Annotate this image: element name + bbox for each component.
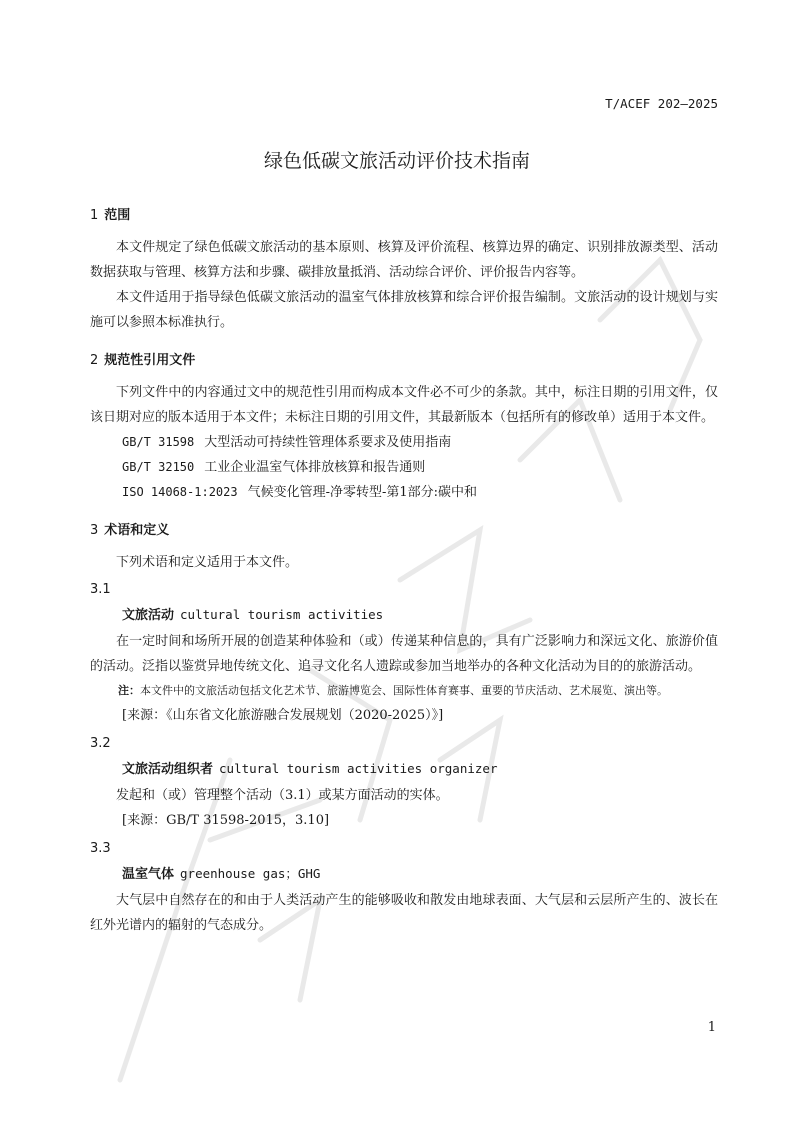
document-title: 绿色低碳文旅活动评价技术指南	[263, 150, 530, 172]
section-title: 范围	[104, 208, 131, 223]
paragraph: 本文件规定了绿色低碳文旅活动的基本原则、核算及评价流程、核算边界的确定、识别排放源类型、活动数据获取与管理、核算方法和步骤、碳排放量抵消、活动综合评价、评价报告内容等。	[90, 240, 718, 280]
standard-number: T/ACEF 202—2025	[605, 96, 718, 111]
term-note	[90, 679, 718, 703]
section-number: 1	[90, 208, 99, 223]
term-number: 3.2	[90, 736, 111, 751]
term-name-zh: 温室气体	[122, 867, 175, 882]
term-source: [来源：GB/T 31598-2015，3.10]	[122, 813, 330, 828]
paragraph: 本文件适用于指导绿色低碳文旅活动的温室气体排放核算和综合评价报告编制。文旅活动的设计规划与实施可以参照本标准执行。	[90, 290, 718, 330]
reference-title: 大型活动可持续性管理体系要求及使用指南	[204, 435, 452, 450]
section-terms-definitions	[90, 519, 718, 938]
term-name	[90, 602, 718, 629]
term-name	[90, 756, 718, 783]
term-name	[90, 861, 718, 888]
section-normative-references	[90, 349, 718, 505]
reference-title: 工业企业温室气体排放核算和报告通则	[204, 460, 426, 475]
term-source: [来源：《山东省文化旅游融合发展规划（2020-2025）》]	[122, 708, 444, 723]
paragraph: 下列文件中的内容通过文中的规范性引用而构成本文件必不可少的条款。其中，标注日期的引用文件，仅该日期对应的版本适用于本文件；未标注日期的引用文件，其最新版本（包括所有的修改单）适用于本文件。	[90, 385, 718, 425]
term-name-zh: 文旅活动组织者	[122, 762, 214, 777]
section-number: 3	[90, 523, 99, 538]
term-number: 3.1	[90, 582, 111, 597]
section-heading	[90, 349, 718, 368]
term-name-en: cultural tourism activities organizer	[219, 761, 498, 776]
reference-item	[90, 430, 718, 455]
reference-title: 气候变化管理-净零转型-第1部分:碳中和	[247, 485, 478, 500]
section-title: 规范性引用文件	[104, 353, 196, 368]
term-definition: 发起和（或）管理整个活动（3.1）或某方面活动的实体。	[116, 788, 449, 803]
term-definition: 在一定时间和场所开展的创造某种体验和（或）传递某种信息的，具有广泛影响力和深远文化、旅游价值的活动。泛指以鉴赏异地传统文化、追寻文化名人遗踪或参加当地举办的各种文化活动为目的的旅游活动。	[90, 634, 718, 674]
section-heading	[90, 204, 718, 223]
term-name-zh: 文旅活动	[122, 608, 175, 623]
paragraph: 下列术语和定义适用于本文件。	[116, 555, 299, 570]
reference-code: ISO 14068-1:2023	[122, 485, 238, 499]
note-label: 注：	[118, 684, 140, 697]
section-scope	[90, 204, 718, 335]
section-number: 2	[90, 353, 99, 368]
section-heading	[90, 519, 718, 538]
reference-item	[90, 455, 718, 480]
reference-code: GB/T 32150	[122, 460, 195, 474]
document-body	[90, 204, 718, 942]
page-number: 1	[707, 1020, 716, 1035]
term-name-en: cultural tourism activities	[180, 607, 384, 622]
term-definition: 大气层中自然存在的和由于人类活动产生的能够吸收和散发由地球表面、大气层和云层所产生的、波长在红外光谱内的辐射的气态成分。	[90, 893, 718, 933]
term-name-en: greenhouse gas；GHG	[180, 866, 321, 881]
note-text: 本文件中的文旅活动包括文化艺术节、旅游博览会、国际性体育赛事、重要的节庆活动、艺术展览、演出等。	[140, 684, 668, 697]
reference-code: GB/T 31598	[122, 435, 195, 449]
section-title: 术语和定义	[104, 523, 170, 538]
reference-item	[90, 480, 718, 505]
term-number: 3.3	[90, 841, 111, 856]
